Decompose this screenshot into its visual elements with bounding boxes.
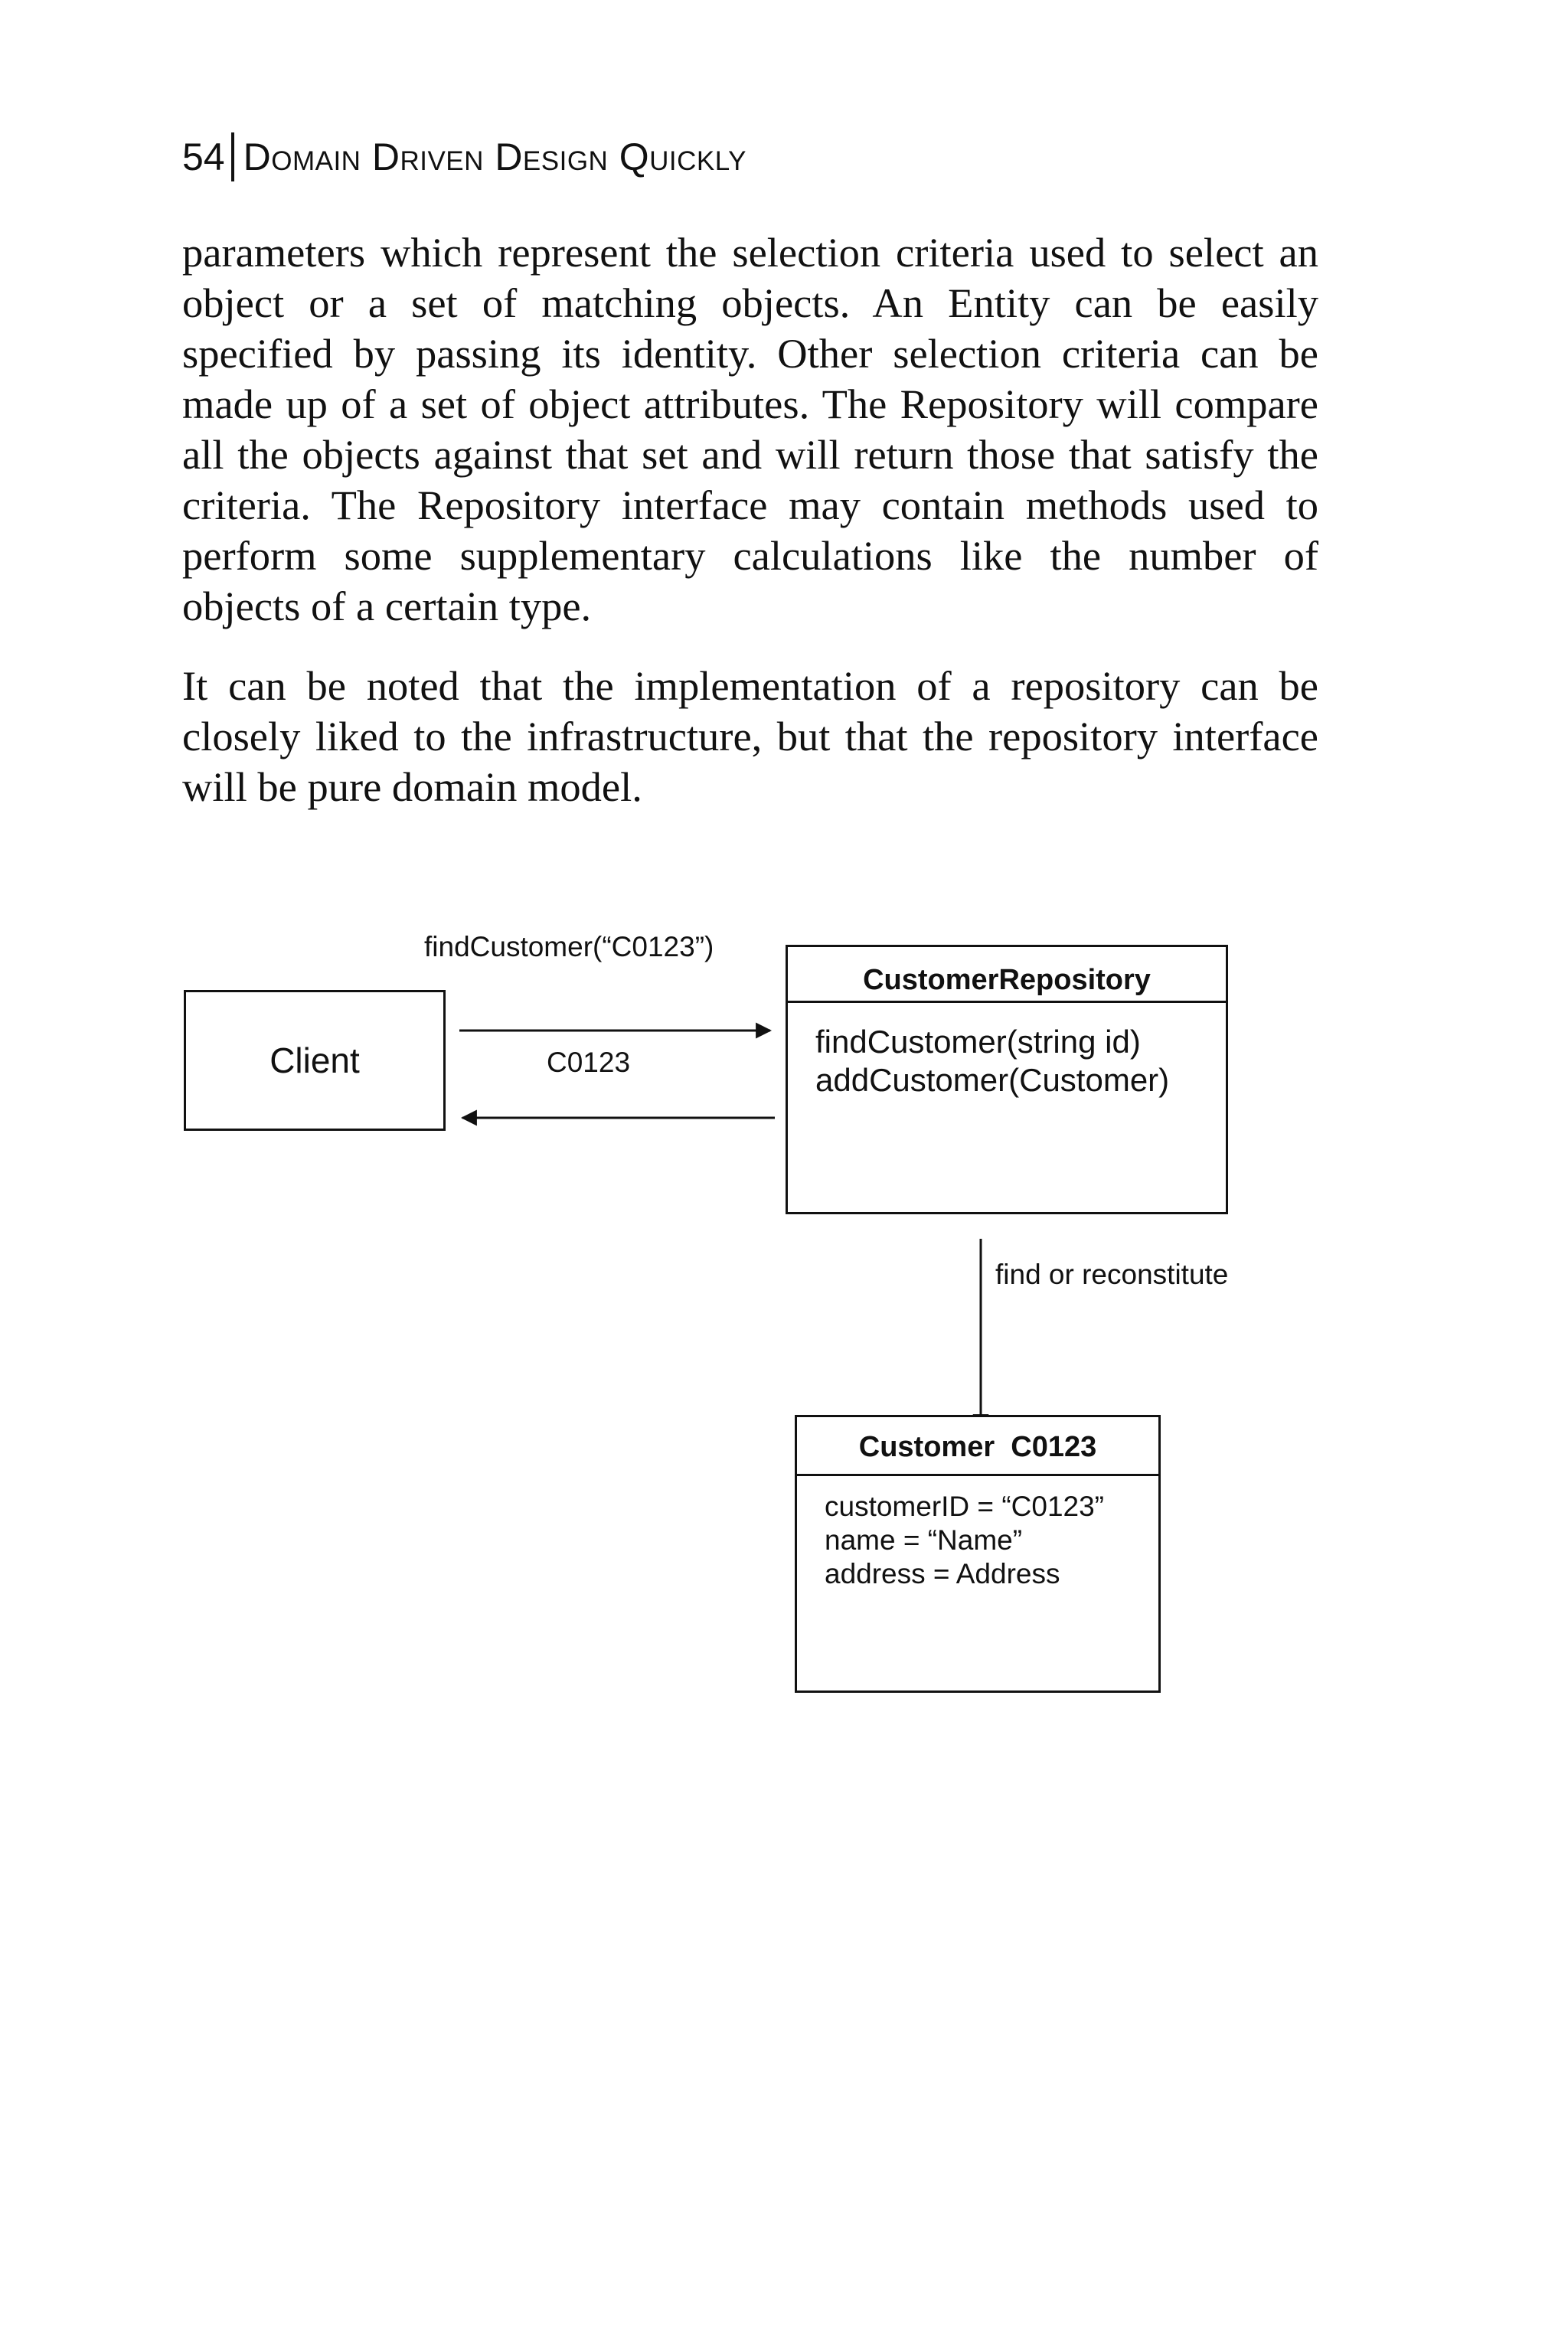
return-label: C0123 bbox=[547, 1047, 631, 1078]
body-paragraph-1: parameters which represent the selection criteria used to select an object or a set of matching objects. An Entity can be easily specified by passing its identity. Other selection criteria can be made up of a set of object attributes. The Repository will compare all the objects against that set and will return those that satisfy the criteria. The Repository interface may contain methods used to perform some supplementary calculations like the number of objects of a certain type. bbox=[182, 229, 1318, 629]
customer-box bbox=[795, 1415, 1161, 1693]
repository-methods bbox=[788, 1003, 1226, 1099]
client-label: Client bbox=[270, 1040, 360, 1080]
repository-box bbox=[786, 945, 1228, 1214]
customer-title: Customer C0123 bbox=[797, 1417, 1158, 1476]
customer-attributes bbox=[797, 1476, 1158, 1591]
customer-attribute: customerID = “C0123” bbox=[825, 1491, 1104, 1522]
call-label: findCustomer(“C0123”) bbox=[424, 931, 714, 962]
body-paragraph-2: It can be noted that the implementation of a repository can be closely liked to the infrastructure, but that the repository interface will be pure domain model. bbox=[182, 662, 1318, 810]
repository-method: findCustomer(string id) bbox=[815, 1024, 1141, 1060]
book-title: Domain Driven Design Quickly bbox=[243, 136, 746, 178]
relation-label: find or reconstitute bbox=[995, 1259, 1229, 1290]
repository-method: addCustomer(Customer) bbox=[815, 1062, 1170, 1098]
page-number: 54 bbox=[182, 136, 225, 178]
customer-attribute: name = “Name” bbox=[825, 1524, 1023, 1556]
repository-title: CustomerRepository bbox=[788, 947, 1226, 1003]
client-box bbox=[184, 990, 446, 1131]
customer-attribute: address = Address bbox=[825, 1558, 1060, 1589]
